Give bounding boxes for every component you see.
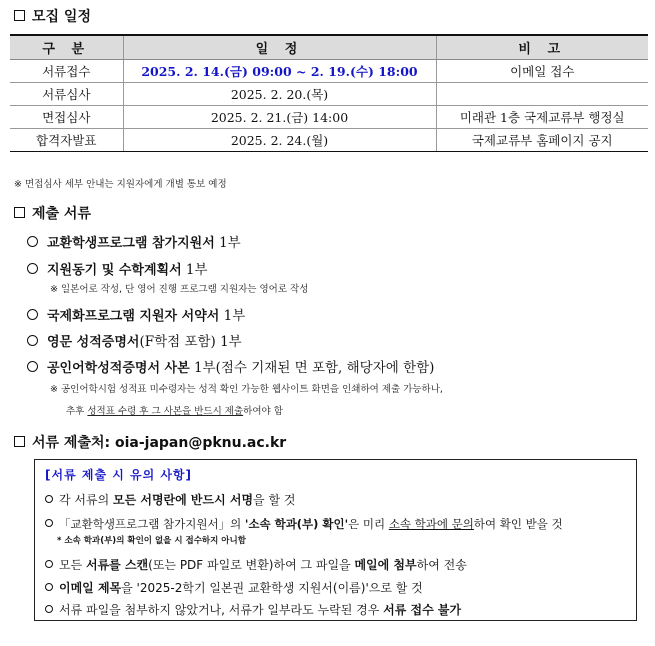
document-item bbox=[27, 231, 241, 251]
language-note-line1: ※ 공인어학시험 성적표 미수령자는 성적 확인 가능한 웹사이트 화면을 인쇄하여 제출 가능하나, bbox=[50, 384, 443, 395]
caution-bold: 메일에 첨부 bbox=[354, 558, 417, 572]
document-suffix: 1부(점수 기재된 면 포함, 해당자에 한함) bbox=[189, 360, 435, 376]
document-name: 영문 성적증명서 bbox=[47, 335, 140, 350]
row-date: 2025. 2. 24.(월) bbox=[123, 129, 436, 152]
row-label: 합격자발표 bbox=[10, 129, 123, 152]
checkbox-square-icon bbox=[14, 436, 25, 447]
circle-bullet-icon bbox=[45, 583, 53, 591]
circle-bullet-icon bbox=[45, 519, 53, 527]
circle-bullet-icon bbox=[27, 335, 38, 346]
documents-title-text: 제출 서류 bbox=[32, 206, 91, 222]
header-category: 구 분 bbox=[10, 35, 123, 60]
schedule-table bbox=[10, 34, 648, 152]
checkbox-square-icon bbox=[14, 207, 25, 218]
caution-bold: 서류 접수 불가 bbox=[383, 603, 462, 617]
row-note: 국제교류부 홈페이지 공지 bbox=[436, 129, 648, 152]
table-row bbox=[10, 60, 648, 83]
caution-text: 을 '2025-2학기 일본권 교환학생 지원서(이름)'으로 할 것 bbox=[121, 581, 423, 595]
caution-bold: 서류를 스캔 bbox=[86, 558, 149, 572]
table-row bbox=[10, 106, 648, 129]
row-label: 서류접수 bbox=[10, 60, 123, 83]
documents-section-title bbox=[14, 203, 91, 223]
caution-item bbox=[45, 556, 467, 573]
row-note: 미래관 1층 국제교류부 행정실 bbox=[436, 106, 648, 129]
circle-bullet-icon bbox=[45, 605, 53, 613]
caution-item bbox=[45, 491, 295, 508]
document-suffix: 1부 bbox=[181, 262, 208, 278]
caution-box bbox=[34, 459, 637, 621]
document-suffix: 1부 bbox=[219, 308, 246, 324]
document-item bbox=[27, 330, 242, 350]
document-name: 공인어학성적증명서 사본 bbox=[47, 361, 190, 376]
submission-title-text: 서류 제출처: oia-japan@pknu.ac.kr bbox=[32, 435, 287, 451]
caution-subnote: * 소속 학과(부)의 확인이 없을 시 접수하지 아니함 bbox=[57, 536, 246, 546]
table-header-row bbox=[10, 35, 648, 60]
document-suffix: 1부 bbox=[214, 235, 241, 251]
caution-text: 은 미리 bbox=[348, 517, 389, 531]
schedule-footnote: ※ 면접심사 세부 안내는 지원자에게 개별 통보 예정 bbox=[14, 179, 227, 190]
row-label: 서류심사 bbox=[10, 83, 123, 106]
document-suffix: (F학점 포함) 1부 bbox=[139, 334, 242, 350]
checkbox-square-icon bbox=[14, 10, 25, 21]
row-note bbox=[436, 83, 648, 106]
table-row bbox=[10, 129, 648, 152]
circle-bullet-icon bbox=[27, 263, 38, 274]
row-date: 2025. 2. 14.(금) 09:00 ~ 2. 19.(수) 18:00 bbox=[123, 60, 436, 83]
caution-title: [서류 제출 시 유의 사항] bbox=[45, 468, 193, 482]
circle-bullet-icon bbox=[45, 495, 53, 503]
circle-bullet-icon bbox=[27, 236, 38, 247]
circle-bullet-icon bbox=[27, 361, 38, 372]
document-name: 교환학생프로그램 참가지원서 bbox=[47, 236, 215, 251]
submission-section-title bbox=[14, 432, 286, 452]
caution-bold: '소속 학과(부) 확인' bbox=[244, 517, 349, 531]
row-date: 2025. 2. 21.(금) 14:00 bbox=[123, 106, 436, 129]
circle-bullet-icon bbox=[45, 560, 53, 568]
caution-bold: 모든 서명란에 반드시 서명 bbox=[113, 493, 254, 507]
caution-item bbox=[45, 579, 423, 596]
caution-bold: 이메일 제목 bbox=[59, 581, 122, 595]
document-item bbox=[27, 304, 245, 324]
motivation-note: ※ 일본어로 작성, 단 영어 진행 프로그램 지원자는 영어로 작성 bbox=[50, 284, 309, 295]
header-schedule: 일 정 bbox=[123, 35, 436, 60]
caution-text: 서류 파일을 첨부하지 않았거나, 서류가 일부라도 누락된 경우 bbox=[59, 603, 384, 617]
caution-item bbox=[45, 601, 461, 618]
row-date: 2025. 2. 20.(목) bbox=[123, 83, 436, 106]
caution-underlined: 소속 학과에 문의 bbox=[388, 517, 474, 531]
note-text: 하여야 함 bbox=[243, 406, 283, 417]
table-row bbox=[10, 83, 648, 106]
note-underlined: 성적표 수령 후 그 사본을 반드시 제출 bbox=[87, 406, 244, 417]
note-text: 추후 bbox=[66, 406, 88, 417]
caution-text: 을 할 것 bbox=[253, 493, 296, 507]
row-label: 면접심사 bbox=[10, 106, 123, 129]
document-name: 지원동기 및 수학계획서 bbox=[47, 263, 182, 278]
schedule-title-text: 모집 일정 bbox=[32, 9, 91, 25]
document-item bbox=[27, 356, 434, 376]
caution-text: (또는 PDF 파일로 변환)하여 그 파일을 bbox=[148, 558, 355, 572]
document-name: 국제화프로그램 지원자 서약서 bbox=[47, 309, 220, 324]
circle-bullet-icon bbox=[27, 309, 38, 320]
header-remarks: 비 고 bbox=[436, 35, 648, 60]
document-item bbox=[27, 258, 208, 278]
row-note: 이메일 접수 bbox=[436, 60, 648, 83]
language-note-line2 bbox=[66, 403, 283, 417]
caution-text: 「교환학생프로그램 참가지원서」의 bbox=[59, 517, 245, 531]
caution-text: 모든 bbox=[59, 558, 86, 572]
schedule-section-title bbox=[14, 6, 91, 26]
caution-text: 각 서류의 bbox=[59, 493, 113, 507]
caution-text: 하여 전송 bbox=[416, 558, 467, 572]
caution-item bbox=[45, 516, 563, 532]
caution-text: 하여 확인 받을 것 bbox=[473, 517, 563, 531]
